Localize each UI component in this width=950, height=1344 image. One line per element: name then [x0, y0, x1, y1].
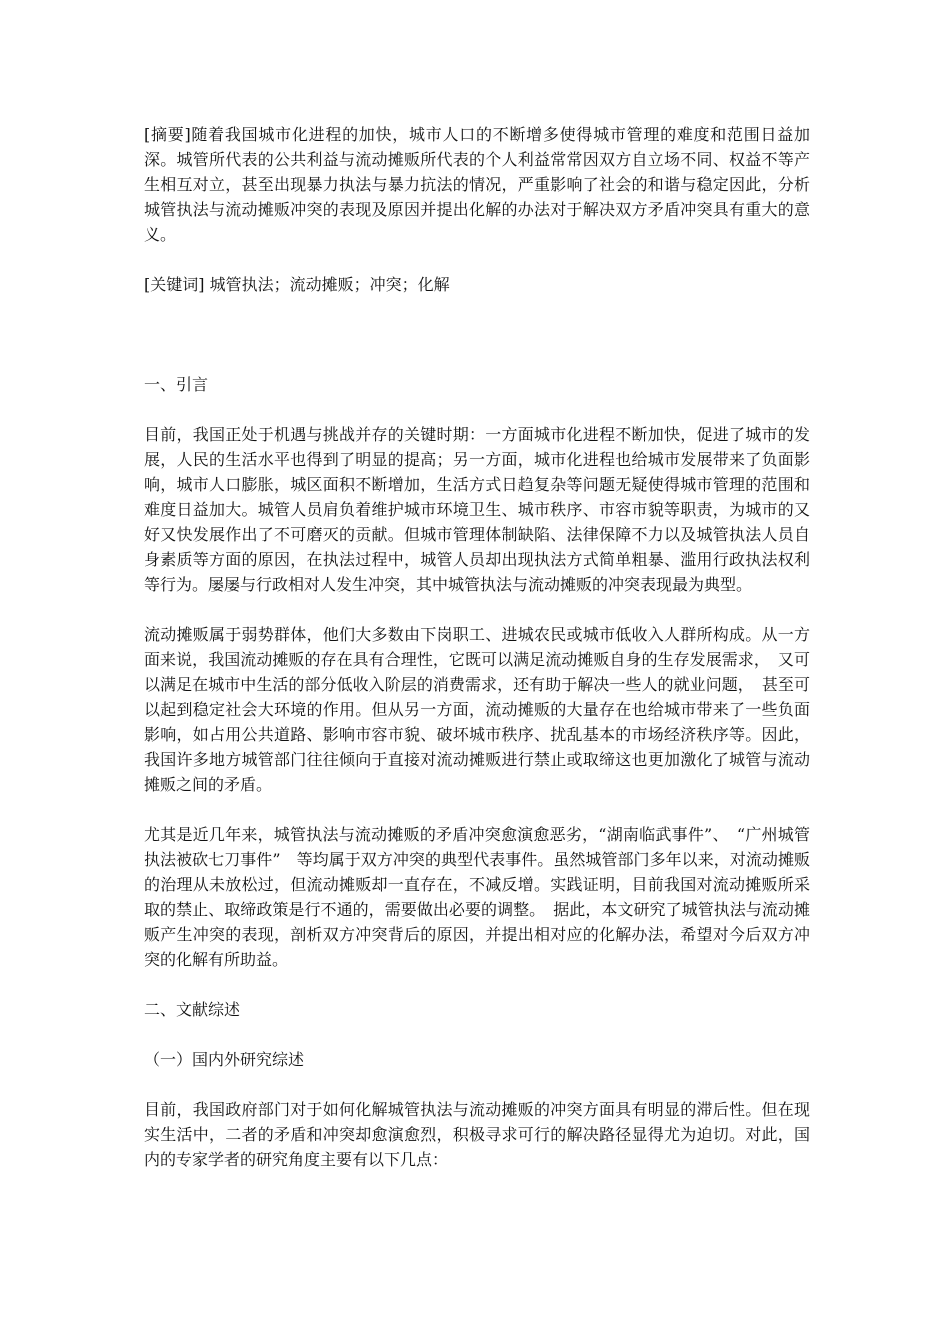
introduction-paragraph-2: 流动摊贩属于弱势群体，他们大多数由下岗职工、进城农民或城市低收入人群所构成。从一方面来说，我国流动摊贩的存在具有合理性，它既可以满足流动摊贩自身的生存发展需求， 又可以满足在城市中生活的部分低收入阶层的消费需求，还有助于解决一些人的就业问题， 甚至可以起到稳定社会大环境的作用。但从另一方面，流动摊贩的大量存在也给城市带来了一些负面影响，如占用公共道路、影响市容市貌、破坏城市秩序、扰乱基本的市场经济秩序等。因此，我国许多地方城管部门往往倾向于直接对流动摊贩进行禁止或取缔这也更加激化了城管与流动摊贩之间的矛盾。 — [144, 625, 810, 794]
document-page — [144, 122, 810, 1172]
abstract-paragraph: [摘要]随着我国城市化进程的加快，城市人口的不断增多使得城市管理的难度和范围日益加深。城管所代表的公共利益与流动摊贩所代表的个人利益常常因双方自立场不同、权益不等产生相互对立，甚至出现暴力执法与暴力抗法的情况，严重影响了社会的和谐与稳定因此，分析城管执法与流动摊贩冲突的表现及原因并提出化解的办法对于解决双方矛盾冲突具有重大的意义。 — [144, 125, 810, 244]
introduction-paragraph-1: 目前，我国正处于机遇与挑战并存的关键时期：一方面城市化进程不断加快，促进了城市的发展，人民的生活水平也得到了明显的提高；另一方面，城市化进程也给城市发展带来了负面影响，城市人口膨胀，城区面积不断增加，生活方式日趋复杂等问题无疑使得城市管理的范围和难度日益加大。城管人员肩负着维护城市环境卫生、城市秩序、市容市貌等职责，为城市的又好又快发展作出了不可磨灭的贡献。但城市管理体制缺陷、法律保障不力以及城管执法人员自身素质等方面的原因，在执法过程中，城管人员却出现执法方式简单粗暴、滥用行政执法权利等行为。屡屡与行政相对人发生冲突，其中城管执法与流动摊贩的冲突表现最为典型。 — [144, 425, 810, 594]
subsection-heading-research-review: （一）国内外研究综述 — [144, 1050, 305, 1069]
section-heading-literature-review: 二、文献综述 — [144, 1000, 241, 1019]
keywords-line: [关键词] 城管执法；流动摊贩；冲突；化解 — [144, 275, 450, 294]
literature-paragraph-1: 目前，我国政府部门对于如何化解城管执法与流动摊贩的冲突方面具有明显的滞后性。但在现实生活中，二者的矛盾和冲突却愈演愈烈，积极寻求可行的解决路径显得尤为迫切。对此，国内的专家学者的研究角度主要有以下几点： — [144, 1100, 810, 1169]
section-heading-introduction: 一、引言 — [144, 375, 209, 394]
introduction-paragraph-3: 尤其是近几年来，城管执法与流动摊贩的矛盾冲突愈演愈恶劣，“湖南临武事件”、 “广州城管执法被砍七刀事件” 等均属于双方冲突的典型代表事件。虽然城管部门多年以来，对流动摊贩的治理从未放松过，但流动摊贩却一直存在，不减反增。实践证明，目前我国对流动摊贩所采取的禁止、取缔政策是行不通的，需要做出必要的调整。 据此，本文研究了城管执法与流动摊贩产生冲突的表现，剖析双方冲突背后的原因，并提出相对应的化解办法，希望对今后双方冲突的化解有所助益。 — [144, 825, 810, 969]
